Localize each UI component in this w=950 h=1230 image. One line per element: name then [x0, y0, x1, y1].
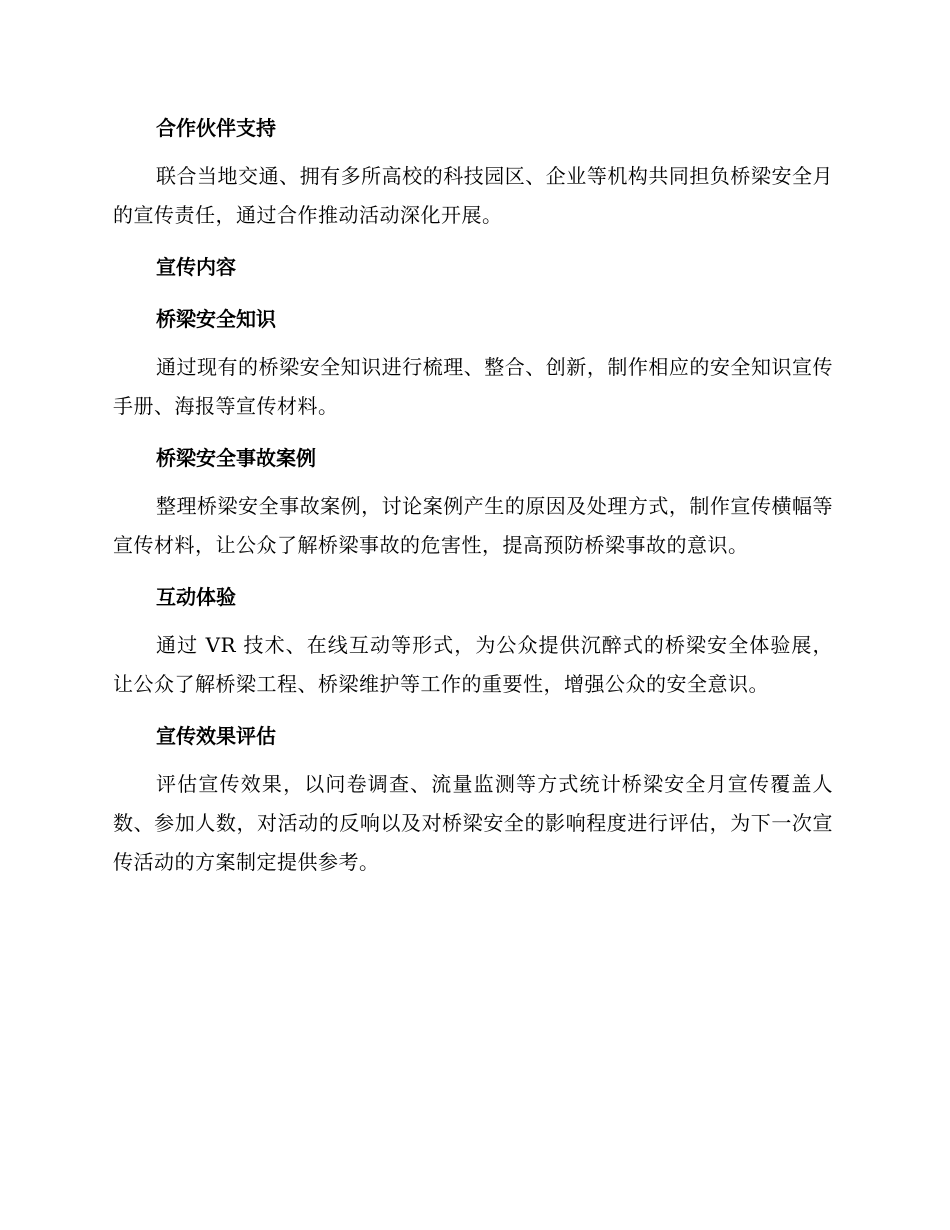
document-content	[113, 108, 833, 882]
section-body-accident-cases: 整理桥梁安全事故案例，讨论案例产生的原因及处理方式，制作宣传横幅等宣传材料，让公众了解桥梁事故的危害性，提高预防桥梁事故的意识。	[113, 494, 833, 557]
section-heading-interactive-experience: 互动体验	[156, 585, 236, 609]
section-heading-bridge-safety-knowledge: 桥梁安全知识	[156, 307, 276, 331]
section-body-effect-evaluation: 评估宣传效果，以问卷调查、流量监测等方式统计桥梁安全月宣传覆盖人数、参加人数，对活动的反响以及对桥梁安全的影响程度进行评估，为下一次宣传活动的方案制定提供参考。	[113, 772, 833, 874]
section-heading-effect-evaluation: 宣传效果评估	[156, 724, 276, 748]
section-heading-publicity-content: 宣传内容	[156, 255, 236, 279]
section-heading-partner-support: 合作伙伴支持	[156, 116, 276, 140]
section-body-interactive-experience: 通过 VR 技术、在线互动等形式，为公众提供沉醉式的桥梁安全体验展，让公众了解桥梁工程、桥梁维护等工作的重要性，增强公众的安全意识。	[113, 633, 833, 696]
section-body-bridge-safety-knowledge: 通过现有的桥梁安全知识进行梳理、整合、创新，制作相应的安全知识宣传手册、海报等宣传材料。	[113, 355, 833, 418]
section-heading-accident-cases: 桥梁安全事故案例	[156, 446, 316, 470]
section-body-partner-support: 联合当地交通、拥有多所高校的科技园区、企业等机构共同担负桥梁安全月的宣传责任，通过合作推动活动深化开展。	[113, 164, 833, 227]
